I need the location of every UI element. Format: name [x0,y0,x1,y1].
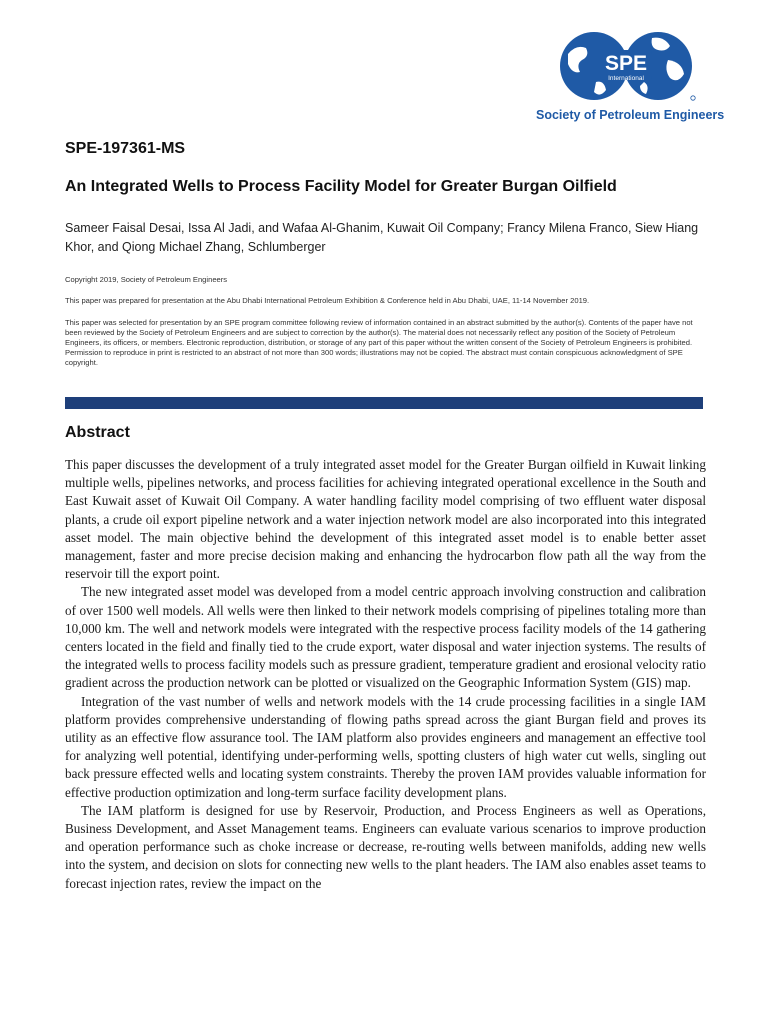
spe-logo [536,30,725,128]
section-divider [65,397,703,409]
svg-text:SPE: SPE [604,52,648,75]
abstract-paragraph: Integration of the vast number of wells and network models with the 14 crude processing facilities in a single IAM platform provides comprehensive understanding of flowing paths spread across the giant Burgan field and proves its utility as an effective flow assurance tool. The IAM platform also provides engineers and management an effective tool for analyzing well potential, identifying under-performing wells, spotting clusters of high water cut wells, singling out back pressure effected wells and locating system constraints. Thereby the proven IAM provides valuable information for effective production optimization and long-term surface facility development plans. [65,693,706,800]
presentation-notice: This paper was prepared for presentation at the Abu Dhabi International Petroleum Exhibition & Conference held in Abu Dhabi, UAE, 11-14 November 2019. [65,296,590,305]
paper-title: An Integrated Wells to Process Facility Model for Greater Burgan Oilfield [65,178,617,195]
abstract-paragraph: The IAM platform is designed for use by Reservoir, Production, and Process Engineers as well as Operations, Business Development, and Asset Management teams. Engineers can evaluate various scenarios to improve production and operation performance such as choke increase or decrease, re-routing wells between manifolds, adding new wells into the system, and decision on slots for connecting new wells to the plant headers. The IAM also enables asset teams to forecast injection rates, review the impact on the [65,802,706,891]
paper-number: SPE-197361-MS [65,140,186,157]
author-list: Sameer Faisal Desai, Issa Al Jadi, and Wafaa Al-Ghanim, Kuwait Oil Company; Francy Milena Franco, Siew Hiang Khor, and Qiong Michael Zhang, Schlumberger [65,221,699,254]
svg-text:International: International [608,75,644,82]
abstract-paragraph: This paper discusses the development of a truly integrated asset model for the Greater Burgan oilfield in Kuwait linking multiple wells, pipelines networks, and process facilities for achieving integrated operational excellence in the South and East Kuwait asset of Kuwait Oil Company. A water handling facility model comprising of two effluent water disposal plants, a crude oil export pipeline network and a water injection network model are also incorporated into this integrated asset model. The main objective behind the development of this integrated asset model is to enable better asset management, faster and more precise decision making and enhancing the hydrocarbon flow path all the way from the reservoir till the export point. [65,457,706,582]
abstract-body [65,456,706,893]
abstract-paragraph: The new integrated asset model was developed from a model centric approach involving construction and calibration of over 1500 well models. All wells were then linked to their network models comprising of pipelines totaling more than 10,000 km. The well and network models were integrated with the respective process facility models of the 14 gathering centers located in the field and finally tied to the crude export, water disposal and water injection systems. The results of the integrated wells to process facility models such as pressure gradient, temperature gradient and erosional velocity ratio gradient across the production network can be plotted or visualized on the Geographic Information System (GIS) map. [65,584,706,691]
review-disclaimer: This paper was selected for presentation by an SPE program committee following review of information contained in an abstract submitted by the author(s). Contents of the paper have not been reviewed by the Society of Petroleum Engineers and are subject to correction by the author(s). The material does not necessarily reflect any position of the Society of Petroleum Engineers, its officers, or members. Electronic reproduction, distribution, or storage of any part of this paper without the written consent of the Society of Petroleum Engineers is prohibited. Permission to reproduce in print is restricted to an abstract of not more than 300 words; illustrations may not be copied. The abstract must contain conspicuous acknowledgment of SPE copyright. [65,318,693,367]
organization-name: Society of Petroleum Engineers [536,108,725,122]
copyright-notice: Copyright 2019, Society of Petroleum Engineers [65,275,228,284]
globe-logo-icon [556,30,696,108]
abstract-heading: Abstract [65,424,130,441]
